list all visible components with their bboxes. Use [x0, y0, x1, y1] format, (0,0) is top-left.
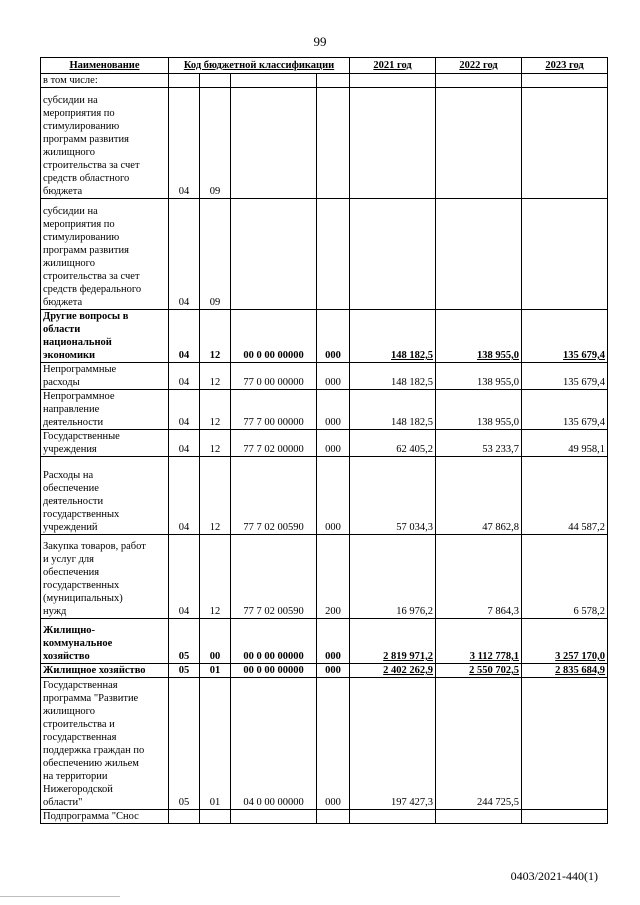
value-2022 [436, 88, 522, 199]
section-code: 04 [169, 88, 200, 199]
document-code: 0403/2021-440(1) [510, 869, 598, 883]
target-code: 77 0 00 00000 [231, 363, 317, 390]
value-2023 [522, 810, 608, 824]
target-code [231, 810, 317, 824]
table-row [41, 199, 608, 310]
subsection-code: 01 [200, 678, 231, 810]
value-2022: 138 955,0 [436, 363, 522, 390]
value-2021: 148 182,5 [350, 390, 436, 430]
target-code: 00 0 00 00000 [231, 664, 317, 678]
expense-type-code: 000 [317, 363, 350, 390]
row-name: Жилищно- коммунальное хозяйство [41, 619, 169, 664]
expense-type-code [317, 74, 350, 88]
subsection-code: 12 [200, 363, 231, 390]
header-2023: 2023 год [522, 58, 608, 74]
expense-type-code: 200 [317, 535, 350, 619]
table-row [41, 457, 608, 535]
value-2021 [350, 88, 436, 199]
section-code: 05 [169, 619, 200, 664]
value-2022: 138 955,0 [436, 310, 522, 363]
section-code: 04 [169, 457, 200, 535]
subsection-code: 12 [200, 535, 231, 619]
target-code: 04 0 00 00000 [231, 678, 317, 810]
page-number: 99 [313, 34, 327, 49]
value-2023 [522, 88, 608, 199]
subsection-code: 12 [200, 310, 231, 363]
value-2021: 2 819 971,2 [350, 619, 436, 664]
value-2023: 6 578,2 [522, 535, 608, 619]
row-name: субсидии на мероприятия по стимулированию программ развития жилищного строительства за счет средств федерального бюджета [41, 199, 169, 310]
target-code: 77 7 02 00590 [231, 457, 317, 535]
row-name: Непрограммные расходы [41, 363, 169, 390]
row-name: Подпрограмма "Снос [41, 810, 169, 824]
expense-type-code: 000 [317, 664, 350, 678]
target-code: 77 7 00 00000 [231, 390, 317, 430]
value-2023 [522, 678, 608, 810]
table-row [41, 88, 608, 199]
row-name: Другие вопросы в области национальной экономики [41, 310, 169, 363]
value-2021: 148 182,5 [350, 310, 436, 363]
section-code: 04 [169, 390, 200, 430]
value-2021: 62 405,2 [350, 430, 436, 457]
value-2022 [436, 199, 522, 310]
value-2023: 135 679,4 [522, 390, 608, 430]
subsection-code [200, 810, 231, 824]
header-2021: 2021 год [350, 58, 436, 74]
subsection-code: 12 [200, 390, 231, 430]
value-2021: 2 402 262,9 [350, 664, 436, 678]
target-code: 00 0 00 00000 [231, 310, 317, 363]
subsection-code: 00 [200, 619, 231, 664]
table-row [41, 535, 608, 619]
value-2022: 47 862,8 [436, 457, 522, 535]
subsection-code [200, 74, 231, 88]
value-2021: 16 976,2 [350, 535, 436, 619]
row-name: в том числе: [41, 74, 169, 88]
expense-type-code [317, 199, 350, 310]
value-2022: 2 550 702,5 [436, 664, 522, 678]
row-name: субсидии на мероприятия по стимулированию программ развития жилищного строительства за счет средств областного бюджета [41, 88, 169, 199]
value-2023: 3 257 170,0 [522, 619, 608, 664]
row-name: Непрограммное направление деятельности [41, 390, 169, 430]
table-row [41, 310, 608, 363]
header-name: Наименование [41, 58, 169, 74]
row-name: Государственные учреждения [41, 430, 169, 457]
row-name: Закупка товаров, работ и услуг для обеспечения государственных (муниципальных) нужд [41, 535, 169, 619]
subsection-code: 01 [200, 664, 231, 678]
header-code: Код бюджетной классификации [169, 58, 350, 74]
section-code [169, 74, 200, 88]
table-row [41, 390, 608, 430]
section-code: 04 [169, 535, 200, 619]
subsection-code: 12 [200, 430, 231, 457]
value-2022 [436, 810, 522, 824]
subsection-code: 12 [200, 457, 231, 535]
value-2021: 148 182,5 [350, 363, 436, 390]
expense-type-code [317, 88, 350, 199]
value-2022: 138 955,0 [436, 390, 522, 430]
section-code [169, 810, 200, 824]
value-2021: 197 427,3 [350, 678, 436, 810]
value-2023: 135 679,4 [522, 310, 608, 363]
scan-artifact-line [0, 896, 120, 897]
value-2023: 2 835 684,9 [522, 664, 608, 678]
target-code [231, 88, 317, 199]
table-row [41, 430, 608, 457]
table-body [41, 74, 608, 824]
table-row [41, 619, 608, 664]
value-2021: 57 034,3 [350, 457, 436, 535]
value-2023: 135 679,4 [522, 363, 608, 390]
subsection-code: 09 [200, 88, 231, 199]
section-code: 04 [169, 199, 200, 310]
target-code [231, 199, 317, 310]
budget-table [40, 57, 608, 824]
expense-type-code: 000 [317, 310, 350, 363]
section-code: 04 [169, 363, 200, 390]
value-2023: 44 587,2 [522, 457, 608, 535]
value-2022: 244 725,5 [436, 678, 522, 810]
section-code: 04 [169, 310, 200, 363]
expense-type-code: 000 [317, 619, 350, 664]
expense-type-code [317, 810, 350, 824]
target-code [231, 74, 317, 88]
target-code: 00 0 00 00000 [231, 619, 317, 664]
header-2022: 2022 год [436, 58, 522, 74]
table-row [41, 74, 608, 88]
target-code: 77 7 02 00000 [231, 430, 317, 457]
expense-type-code: 000 [317, 390, 350, 430]
section-code: 05 [169, 678, 200, 810]
value-2022: 3 112 778,1 [436, 619, 522, 664]
value-2022 [436, 74, 522, 88]
expense-type-code: 000 [317, 430, 350, 457]
table-row [41, 810, 608, 824]
value-2023 [522, 199, 608, 310]
target-code: 77 7 02 00590 [231, 535, 317, 619]
value-2023 [522, 74, 608, 88]
row-name: Жилищное хозяйство [41, 664, 169, 678]
value-2022: 7 864,3 [436, 535, 522, 619]
value-2022: 53 233,7 [436, 430, 522, 457]
table-row [41, 664, 608, 678]
section-code: 05 [169, 664, 200, 678]
expense-type-code: 000 [317, 678, 350, 810]
value-2021 [350, 199, 436, 310]
table-row [41, 678, 608, 810]
value-2021 [350, 74, 436, 88]
section-code: 04 [169, 430, 200, 457]
table-header-row [41, 58, 608, 74]
row-name: Государственная программа "Развитие жилищного строительства и государственная поддержка граждан по обеспечению жильем на территории Нижегородской области" [41, 678, 169, 810]
subsection-code: 09 [200, 199, 231, 310]
table-row [41, 363, 608, 390]
value-2023: 49 958,1 [522, 430, 608, 457]
value-2021 [350, 810, 436, 824]
row-name: Расходы на обеспечение деятельности государственных учреждений [41, 457, 169, 535]
expense-type-code: 000 [317, 457, 350, 535]
